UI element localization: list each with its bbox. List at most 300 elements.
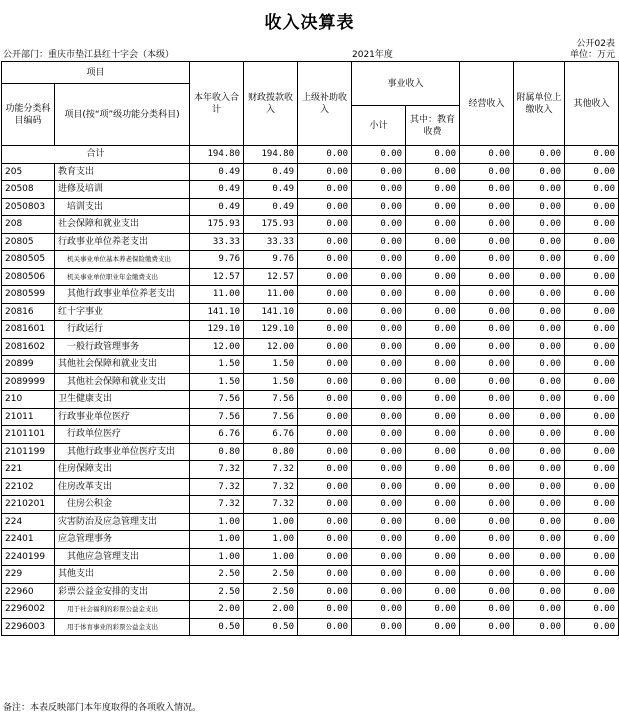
row-value: 0.00 bbox=[298, 303, 352, 321]
row-value: 0.50 bbox=[244, 618, 298, 636]
row-value: 0.80 bbox=[244, 443, 298, 461]
row-code: 224 bbox=[2, 513, 55, 531]
row-value: 175.93 bbox=[190, 216, 244, 234]
row-value: 0.00 bbox=[514, 548, 565, 566]
row-value: 141.10 bbox=[190, 303, 244, 321]
table-row bbox=[2, 478, 619, 496]
row-value: 0.00 bbox=[514, 443, 565, 461]
row-value: 0.49 bbox=[190, 198, 244, 216]
row-value: 0.00 bbox=[565, 163, 619, 181]
table-row bbox=[2, 198, 619, 216]
row-value: 0.00 bbox=[460, 233, 514, 251]
table-row bbox=[2, 233, 619, 251]
row-value: 0.00 bbox=[565, 513, 619, 531]
row-name: 行政运行 bbox=[55, 321, 190, 339]
row-name: 用于社会福利的彩票公益金支出 bbox=[55, 601, 190, 619]
row-value: 0.00 bbox=[406, 216, 460, 234]
row-value: 0.00 bbox=[298, 531, 352, 549]
row-value: 0.00 bbox=[514, 408, 565, 426]
row-value: 9.76 bbox=[244, 251, 298, 269]
row-value: 0.00 bbox=[565, 303, 619, 321]
row-value: 0.00 bbox=[514, 513, 565, 531]
row-value: 0.00 bbox=[352, 338, 406, 356]
row-value: 0.00 bbox=[352, 548, 406, 566]
row-value: 0.00 bbox=[460, 513, 514, 531]
row-value: 0.00 bbox=[514, 461, 565, 479]
row-value: 0.00 bbox=[514, 338, 565, 356]
row-value: 0.00 bbox=[460, 548, 514, 566]
row-code: 210 bbox=[2, 391, 55, 409]
row-value: 7.32 bbox=[190, 496, 244, 514]
row-value: 0.00 bbox=[406, 321, 460, 339]
row-name: 行政事业单位医疗 bbox=[55, 408, 190, 426]
row-value: 0.00 bbox=[352, 163, 406, 181]
row-value: 0.00 bbox=[565, 461, 619, 479]
row-value: 0.00 bbox=[352, 408, 406, 426]
header-total: 本年收入合计 bbox=[190, 62, 244, 146]
row-value: 0.00 bbox=[406, 268, 460, 286]
row-value: 0.00 bbox=[460, 566, 514, 584]
row-value: 0.00 bbox=[565, 198, 619, 216]
row-value: 0.00 bbox=[514, 303, 565, 321]
row-value: 0.00 bbox=[565, 443, 619, 461]
row-value: 0.00 bbox=[406, 461, 460, 479]
row-value: 0.00 bbox=[298, 601, 352, 619]
row-value: 0.00 bbox=[406, 286, 460, 304]
row-value: 11.00 bbox=[244, 286, 298, 304]
row-name: 行政事业单位养老支出 bbox=[55, 233, 190, 251]
row-value: 0.00 bbox=[298, 548, 352, 566]
row-name: 彩票公益金安排的支出 bbox=[55, 583, 190, 601]
row-value: 12.00 bbox=[244, 338, 298, 356]
row-value: 1.00 bbox=[244, 531, 298, 549]
total-cell: 194.80 bbox=[190, 146, 244, 164]
header-subtotal: 小计 bbox=[352, 106, 406, 146]
row-value: 0.00 bbox=[352, 233, 406, 251]
row-name: 社会保障和就业支出 bbox=[55, 216, 190, 234]
row-value: 0.00 bbox=[352, 513, 406, 531]
row-value: 0.00 bbox=[460, 216, 514, 234]
row-value: 0.00 bbox=[460, 461, 514, 479]
row-code: 2101101 bbox=[2, 426, 55, 444]
row-value: 0.00 bbox=[460, 373, 514, 391]
row-code: 20805 bbox=[2, 233, 55, 251]
row-value: 0.00 bbox=[460, 303, 514, 321]
row-name: 灾害防治及应急管理支出 bbox=[55, 513, 190, 531]
row-value: 0.00 bbox=[352, 373, 406, 391]
total-label: 合计 bbox=[2, 146, 190, 164]
row-value: 0.00 bbox=[565, 251, 619, 269]
row-value: 0.50 bbox=[190, 618, 244, 636]
row-code: 2296003 bbox=[2, 618, 55, 636]
row-value: 0.00 bbox=[565, 338, 619, 356]
row-value: 0.00 bbox=[514, 251, 565, 269]
row-value: 0.00 bbox=[352, 478, 406, 496]
header-edu-fee: 其中：教育收费 bbox=[406, 106, 460, 146]
row-code: 2081601 bbox=[2, 321, 55, 339]
row-value: 0.00 bbox=[406, 233, 460, 251]
row-value: 2.00 bbox=[190, 601, 244, 619]
row-value: 7.32 bbox=[190, 461, 244, 479]
row-value: 0.00 bbox=[406, 513, 460, 531]
row-value: 0.49 bbox=[244, 198, 298, 216]
row-value: 1.00 bbox=[190, 531, 244, 549]
row-value: 0.00 bbox=[565, 286, 619, 304]
row-value: 0.00 bbox=[352, 268, 406, 286]
row-value: 0.00 bbox=[406, 496, 460, 514]
row-value: 0.00 bbox=[352, 321, 406, 339]
row-value: 0.00 bbox=[514, 198, 565, 216]
table-row bbox=[2, 618, 619, 636]
table-row bbox=[2, 391, 619, 409]
row-name: 其他行政事业单位医疗支出 bbox=[55, 443, 190, 461]
row-name: 住房保障支出 bbox=[55, 461, 190, 479]
row-name: 培训支出 bbox=[55, 198, 190, 216]
row-name: 用于体育事业的彩票公益金支出 bbox=[55, 618, 190, 636]
row-value: 0.00 bbox=[565, 496, 619, 514]
table-row bbox=[2, 338, 619, 356]
row-value: 0.00 bbox=[514, 216, 565, 234]
row-value: 0.00 bbox=[460, 583, 514, 601]
row-value: 0.00 bbox=[298, 163, 352, 181]
table-row bbox=[2, 321, 619, 339]
row-value: 0.00 bbox=[352, 443, 406, 461]
row-name: 行政单位医疗 bbox=[55, 426, 190, 444]
row-value: 33.33 bbox=[190, 233, 244, 251]
row-value: 0.00 bbox=[514, 426, 565, 444]
row-value: 0.00 bbox=[352, 181, 406, 199]
row-value: 0.00 bbox=[298, 443, 352, 461]
row-value: 141.10 bbox=[244, 303, 298, 321]
row-value: 0.49 bbox=[244, 163, 298, 181]
row-value: 0.00 bbox=[565, 216, 619, 234]
table-row bbox=[2, 303, 619, 321]
row-code: 208 bbox=[2, 216, 55, 234]
row-value: 0.00 bbox=[514, 373, 565, 391]
row-value: 0.00 bbox=[298, 233, 352, 251]
row-value: 0.00 bbox=[406, 548, 460, 566]
row-value: 0.00 bbox=[298, 373, 352, 391]
row-value: 0.00 bbox=[406, 251, 460, 269]
header-name: 项目(按“项”级功能分类科目) bbox=[55, 84, 190, 146]
row-value: 0.00 bbox=[460, 618, 514, 636]
table-row bbox=[2, 583, 619, 601]
row-value: 0.00 bbox=[352, 461, 406, 479]
row-value: 0.00 bbox=[565, 181, 619, 199]
row-value: 7.56 bbox=[190, 408, 244, 426]
row-value: 0.00 bbox=[406, 391, 460, 409]
row-value: 0.00 bbox=[565, 583, 619, 601]
unit-label: 单位：万元 bbox=[569, 50, 615, 60]
row-value: 12.00 bbox=[190, 338, 244, 356]
row-value: 7.32 bbox=[244, 478, 298, 496]
row-value: 0.00 bbox=[352, 286, 406, 304]
table-row bbox=[2, 566, 619, 584]
row-value: 0.00 bbox=[352, 618, 406, 636]
row-value: 11.00 bbox=[190, 286, 244, 304]
table-row bbox=[2, 163, 619, 181]
header-business: 事业收入 bbox=[352, 62, 460, 106]
row-name: 其他社会保障和就业支出 bbox=[55, 373, 190, 391]
row-name: 卫生健康支出 bbox=[55, 391, 190, 409]
row-value: 0.00 bbox=[406, 478, 460, 496]
total-cell: 0.00 bbox=[460, 146, 514, 164]
row-value: 0.00 bbox=[460, 198, 514, 216]
row-value: 2.50 bbox=[190, 583, 244, 601]
row-value: 0.00 bbox=[406, 338, 460, 356]
row-value: 0.00 bbox=[298, 391, 352, 409]
row-value: 0.00 bbox=[352, 356, 406, 374]
table-row bbox=[2, 461, 619, 479]
row-value: 0.00 bbox=[352, 531, 406, 549]
row-value: 9.76 bbox=[190, 251, 244, 269]
row-value: 0.00 bbox=[352, 391, 406, 409]
department-label: 公开部门：重庆市垫江县红十字会（本级） bbox=[3, 50, 175, 60]
row-value: 0.00 bbox=[565, 356, 619, 374]
row-value: 7.56 bbox=[190, 391, 244, 409]
row-code: 205 bbox=[2, 163, 55, 181]
row-value: 0.00 bbox=[406, 566, 460, 584]
page-title: 收入决算表 bbox=[264, 13, 355, 33]
table-row bbox=[2, 531, 619, 549]
row-value: 0.00 bbox=[514, 478, 565, 496]
row-value: 0.00 bbox=[514, 618, 565, 636]
row-value: 0.00 bbox=[406, 373, 460, 391]
row-value: 0.00 bbox=[298, 496, 352, 514]
row-value: 0.00 bbox=[298, 286, 352, 304]
header-affiliate: 附属单位上缴收入 bbox=[514, 62, 565, 146]
row-value: 1.50 bbox=[244, 356, 298, 374]
row-value: 0.49 bbox=[190, 163, 244, 181]
table-row bbox=[2, 251, 619, 269]
table-row bbox=[2, 513, 619, 531]
row-value: 0.00 bbox=[298, 216, 352, 234]
row-value: 0.00 bbox=[460, 356, 514, 374]
row-value: 0.00 bbox=[460, 338, 514, 356]
row-value: 0.00 bbox=[460, 321, 514, 339]
row-value: 0.00 bbox=[460, 391, 514, 409]
header-item: 项目 bbox=[2, 62, 190, 84]
row-value: 0.80 bbox=[190, 443, 244, 461]
row-value: 0.00 bbox=[352, 216, 406, 234]
row-name: 红十字事业 bbox=[55, 303, 190, 321]
row-code: 229 bbox=[2, 566, 55, 584]
row-value: 0.00 bbox=[298, 198, 352, 216]
row-value: 7.32 bbox=[244, 461, 298, 479]
row-value: 0.00 bbox=[460, 496, 514, 514]
row-value: 0.00 bbox=[298, 338, 352, 356]
row-value: 0.00 bbox=[460, 426, 514, 444]
table-row bbox=[2, 443, 619, 461]
row-value: 0.00 bbox=[565, 548, 619, 566]
row-value: 7.56 bbox=[244, 408, 298, 426]
row-code: 2080505 bbox=[2, 251, 55, 269]
row-name: 教育支出 bbox=[55, 163, 190, 181]
row-value: 0.00 bbox=[514, 286, 565, 304]
row-name: 住房公积金 bbox=[55, 496, 190, 514]
row-value: 0.00 bbox=[514, 356, 565, 374]
row-value: 0.00 bbox=[565, 531, 619, 549]
row-value: 0.00 bbox=[514, 601, 565, 619]
row-value: 0.00 bbox=[298, 321, 352, 339]
row-value: 0.00 bbox=[406, 583, 460, 601]
table-row bbox=[2, 286, 619, 304]
row-code: 2101199 bbox=[2, 443, 55, 461]
row-value: 0.00 bbox=[565, 426, 619, 444]
row-name: 其他支出 bbox=[55, 566, 190, 584]
row-value: 0.00 bbox=[514, 181, 565, 199]
row-code: 221 bbox=[2, 461, 55, 479]
row-value: 0.00 bbox=[514, 321, 565, 339]
row-value: 6.76 bbox=[190, 426, 244, 444]
row-value: 0.00 bbox=[406, 531, 460, 549]
table-row bbox=[2, 373, 619, 391]
row-value: 0.00 bbox=[514, 163, 565, 181]
row-name: 一般行政管理事务 bbox=[55, 338, 190, 356]
row-value: 0.00 bbox=[565, 601, 619, 619]
row-value: 7.56 bbox=[244, 391, 298, 409]
row-name: 其他应急管理支出 bbox=[55, 548, 190, 566]
row-value: 0.00 bbox=[514, 391, 565, 409]
row-value: 0.00 bbox=[298, 583, 352, 601]
row-code: 2081602 bbox=[2, 338, 55, 356]
row-value: 0.00 bbox=[565, 566, 619, 584]
row-code: 22401 bbox=[2, 531, 55, 549]
row-value: 0.00 bbox=[565, 391, 619, 409]
header-operating: 经营收入 bbox=[460, 62, 514, 146]
table-row bbox=[2, 408, 619, 426]
row-value: 0.00 bbox=[406, 426, 460, 444]
row-value: 2.50 bbox=[244, 583, 298, 601]
row-value: 0.00 bbox=[565, 268, 619, 286]
row-value: 0.00 bbox=[460, 531, 514, 549]
row-code: 2089999 bbox=[2, 373, 55, 391]
row-value: 0.00 bbox=[514, 268, 565, 286]
row-value: 0.00 bbox=[352, 583, 406, 601]
row-value: 12.57 bbox=[244, 268, 298, 286]
row-code: 2296002 bbox=[2, 601, 55, 619]
row-value: 0.00 bbox=[298, 426, 352, 444]
header-fiscal: 财政拨款收入 bbox=[244, 62, 298, 146]
table-row bbox=[2, 356, 619, 374]
row-code: 20508 bbox=[2, 181, 55, 199]
fiscal-year: 2021年度 bbox=[352, 50, 393, 60]
row-value: 0.00 bbox=[352, 303, 406, 321]
table-row bbox=[2, 181, 619, 199]
row-value: 0.00 bbox=[406, 601, 460, 619]
table-row bbox=[2, 548, 619, 566]
total-cell: 0.00 bbox=[406, 146, 460, 164]
row-value: 0.00 bbox=[565, 618, 619, 636]
row-value: 0.00 bbox=[460, 443, 514, 461]
row-value: 0.00 bbox=[565, 233, 619, 251]
row-value: 129.10 bbox=[244, 321, 298, 339]
row-code: 2240199 bbox=[2, 548, 55, 566]
row-value: 1.50 bbox=[190, 373, 244, 391]
row-value: 0.00 bbox=[352, 251, 406, 269]
income-table bbox=[1, 61, 619, 636]
row-value: 0.00 bbox=[460, 251, 514, 269]
row-code: 2210201 bbox=[2, 496, 55, 514]
row-value: 7.32 bbox=[244, 496, 298, 514]
row-value: 0.49 bbox=[190, 181, 244, 199]
row-value: 6.76 bbox=[244, 426, 298, 444]
total-cell: 0.00 bbox=[298, 146, 352, 164]
row-value: 0.00 bbox=[298, 251, 352, 269]
row-value: 1.50 bbox=[190, 356, 244, 374]
row-value: 33.33 bbox=[244, 233, 298, 251]
row-value: 0.00 bbox=[460, 163, 514, 181]
row-value: 0.00 bbox=[298, 461, 352, 479]
row-name: 其他社会保障和就业支出 bbox=[55, 356, 190, 374]
row-value: 0.00 bbox=[565, 321, 619, 339]
row-code: 22102 bbox=[2, 478, 55, 496]
row-value: 0.00 bbox=[514, 583, 565, 601]
row-value: 0.00 bbox=[406, 443, 460, 461]
row-value: 0.00 bbox=[406, 356, 460, 374]
table-body bbox=[2, 163, 619, 636]
row-value: 0.00 bbox=[298, 356, 352, 374]
row-value: 0.00 bbox=[565, 408, 619, 426]
row-value: 0.00 bbox=[565, 478, 619, 496]
header-other: 其他收入 bbox=[565, 62, 619, 146]
row-value: 0.00 bbox=[406, 198, 460, 216]
total-cell: 0.00 bbox=[565, 146, 619, 164]
row-code: 21011 bbox=[2, 408, 55, 426]
row-value: 0.00 bbox=[298, 478, 352, 496]
row-value: 0.00 bbox=[298, 566, 352, 584]
footnote: 备注：本表反映部门本年度取得的各项收入情况。 bbox=[3, 703, 202, 713]
row-value: 0.00 bbox=[514, 566, 565, 584]
row-value: 0.00 bbox=[352, 601, 406, 619]
row-name: 机关事业单位基本养老保险缴费支出 bbox=[55, 251, 190, 269]
row-value: 0.00 bbox=[298, 268, 352, 286]
row-value: 1.00 bbox=[190, 513, 244, 531]
row-name: 住房改革支出 bbox=[55, 478, 190, 496]
row-value: 0.00 bbox=[298, 408, 352, 426]
total-cell: 0.00 bbox=[352, 146, 406, 164]
row-value: 0.00 bbox=[514, 233, 565, 251]
row-name: 其他行政事业单位养老支出 bbox=[55, 286, 190, 304]
row-value: 2.00 bbox=[244, 601, 298, 619]
total-cell: 0.00 bbox=[514, 146, 565, 164]
header-superior: 上级补助收入 bbox=[298, 62, 352, 146]
form-number: 公开02表 bbox=[576, 39, 615, 49]
table-row bbox=[2, 496, 619, 514]
row-value: 0.00 bbox=[406, 181, 460, 199]
row-name: 机关事业单位职业年金缴费支出 bbox=[55, 268, 190, 286]
row-value: 0.00 bbox=[565, 373, 619, 391]
row-value: 0.00 bbox=[460, 181, 514, 199]
row-value: 1.00 bbox=[244, 513, 298, 531]
row-value: 0.00 bbox=[298, 513, 352, 531]
table-row bbox=[2, 216, 619, 234]
row-value: 0.00 bbox=[460, 268, 514, 286]
row-value: 175.93 bbox=[244, 216, 298, 234]
row-value: 0.00 bbox=[352, 198, 406, 216]
table-row bbox=[2, 426, 619, 444]
row-value: 0.00 bbox=[406, 163, 460, 181]
row-value: 2.50 bbox=[244, 566, 298, 584]
row-value: 0.00 bbox=[514, 531, 565, 549]
row-value: 1.00 bbox=[244, 548, 298, 566]
row-name: 应急管理事务 bbox=[55, 531, 190, 549]
row-value: 129.10 bbox=[190, 321, 244, 339]
row-value: 0.00 bbox=[460, 408, 514, 426]
row-code: 20816 bbox=[2, 303, 55, 321]
row-value: 0.00 bbox=[514, 496, 565, 514]
row-value: 0.00 bbox=[298, 618, 352, 636]
